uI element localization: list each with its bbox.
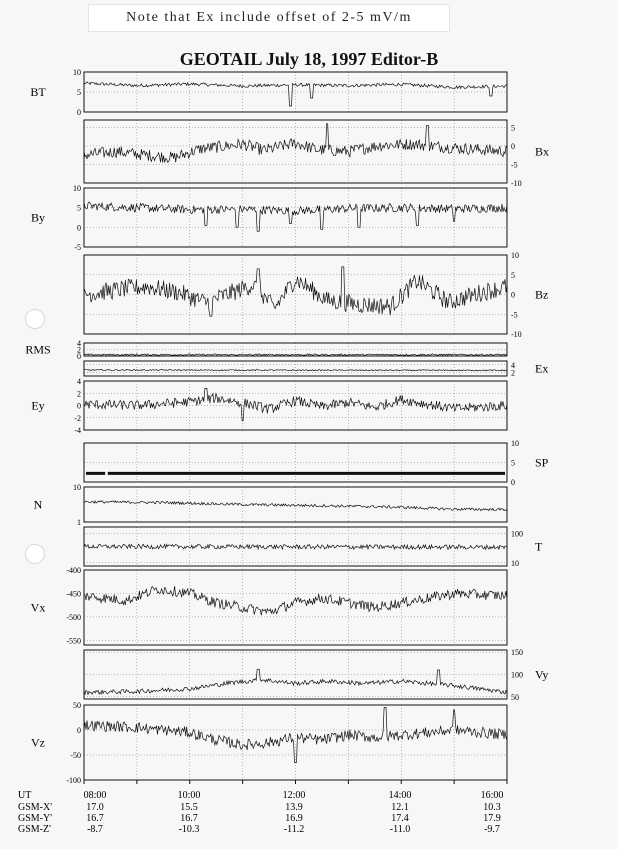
tick-label: -400: [66, 566, 81, 575]
panel-label: Bx: [535, 144, 550, 159]
tick-label: 0: [77, 223, 81, 233]
panel-label: Vy: [535, 667, 549, 682]
tick-label: 5: [511, 458, 515, 468]
tick-label: 0: [511, 141, 515, 151]
panel-label: Ex: [535, 361, 549, 376]
x-row-value: 17.4: [391, 813, 409, 824]
panel-label: T: [535, 539, 543, 554]
x-row-value: 10.3: [483, 802, 501, 813]
tick-label: 1: [77, 518, 81, 527]
tick-label: 50: [511, 692, 519, 702]
chart-title: GEOTAIL July 18, 1997 Editor-B: [179, 49, 439, 69]
x-row-value: -9.7: [484, 824, 500, 835]
tick-label: 10: [511, 251, 519, 260]
tick-label: 5: [511, 123, 515, 133]
tick-label: 10: [73, 483, 81, 492]
tick-label: -5: [511, 160, 518, 170]
tick-label: 100: [511, 670, 523, 680]
x-row-value: -11.2: [283, 824, 305, 835]
tick-label: -550: [66, 636, 81, 646]
x-row-value: 16:00: [480, 790, 504, 801]
tick-label: 4: [511, 360, 515, 370]
x-row-label: UT: [18, 790, 32, 801]
tick-label: 150: [511, 648, 523, 658]
tick-label: -50: [70, 751, 81, 760]
x-row-value: 13.9: [285, 802, 303, 813]
tick-label: -100: [66, 776, 81, 785]
x-row-value: 17.9: [483, 813, 501, 824]
x-row-value: 10:00: [177, 790, 201, 801]
x-row-value: 08:00: [83, 790, 107, 801]
tick-label: 10: [511, 439, 519, 448]
tick-label: 5: [77, 88, 81, 97]
tick-label: 100: [511, 529, 523, 539]
tick-label: -5: [511, 310, 518, 320]
x-row-value: -11.0: [389, 824, 411, 835]
x-row-label: GSM-Y': [18, 813, 53, 824]
data-series: [84, 669, 507, 694]
x-row-value: -10.3: [178, 824, 200, 835]
panel-frame: [84, 487, 507, 522]
tick-label: -450: [66, 589, 81, 599]
tick-label: 5: [77, 203, 81, 213]
tick-label: 2: [511, 368, 515, 378]
panel-label: Bz: [535, 287, 549, 302]
tick-label: 4: [77, 377, 81, 386]
panel-label: BT: [30, 85, 46, 99]
x-row-value: 12:00: [282, 790, 306, 801]
x-row-label: GSM-X': [18, 802, 53, 813]
tick-label: 10: [73, 184, 81, 193]
tick-label: 10: [73, 68, 81, 77]
tick-label: 4: [77, 339, 81, 348]
panel-label: By: [30, 210, 46, 225]
x-row-value: 16.7: [86, 813, 104, 824]
panel-label: Vz: [31, 735, 45, 750]
tick-label: 0: [511, 478, 515, 487]
x-row-value: 14:00: [388, 790, 412, 801]
x-row-value: -8.7: [87, 824, 103, 835]
panel-label: N: [33, 497, 43, 512]
tick-label: 2: [77, 345, 81, 355]
note-text: Note that Ex include offset of 2-5 mV/m: [126, 10, 412, 25]
tick-label: 2: [77, 389, 81, 399]
tick-label: 0: [77, 108, 81, 117]
tick-label: 5: [511, 270, 515, 280]
x-row-label: GSM-Z': [18, 824, 51, 835]
tick-label: -10: [511, 330, 522, 339]
tick-label: -10: [511, 179, 522, 188]
tick-label: -500: [66, 612, 81, 622]
x-row-value: 12.1: [391, 802, 409, 813]
tick-label: 50: [73, 701, 81, 710]
x-row-value: 15.5: [180, 802, 198, 813]
tick-label: -2: [74, 413, 81, 423]
tick-label: 10: [511, 558, 519, 568]
panel-label: Ey: [31, 398, 45, 413]
tick-label: 0: [77, 352, 81, 361]
panel-frame: [84, 188, 507, 247]
panel-label: RMS: [25, 342, 51, 357]
tick-label: -5: [74, 243, 81, 252]
tick-label: 0: [77, 726, 81, 735]
tick-label: 0: [511, 290, 515, 300]
x-row-value: 17.0: [86, 802, 104, 813]
panel-label: Vx: [30, 600, 46, 615]
tick-label: 0: [77, 401, 81, 411]
x-row-value: 16.9: [285, 813, 303, 824]
x-row-value: 16.7: [180, 813, 198, 824]
tick-label: -4: [74, 426, 81, 435]
panel-label: SP: [535, 455, 549, 470]
